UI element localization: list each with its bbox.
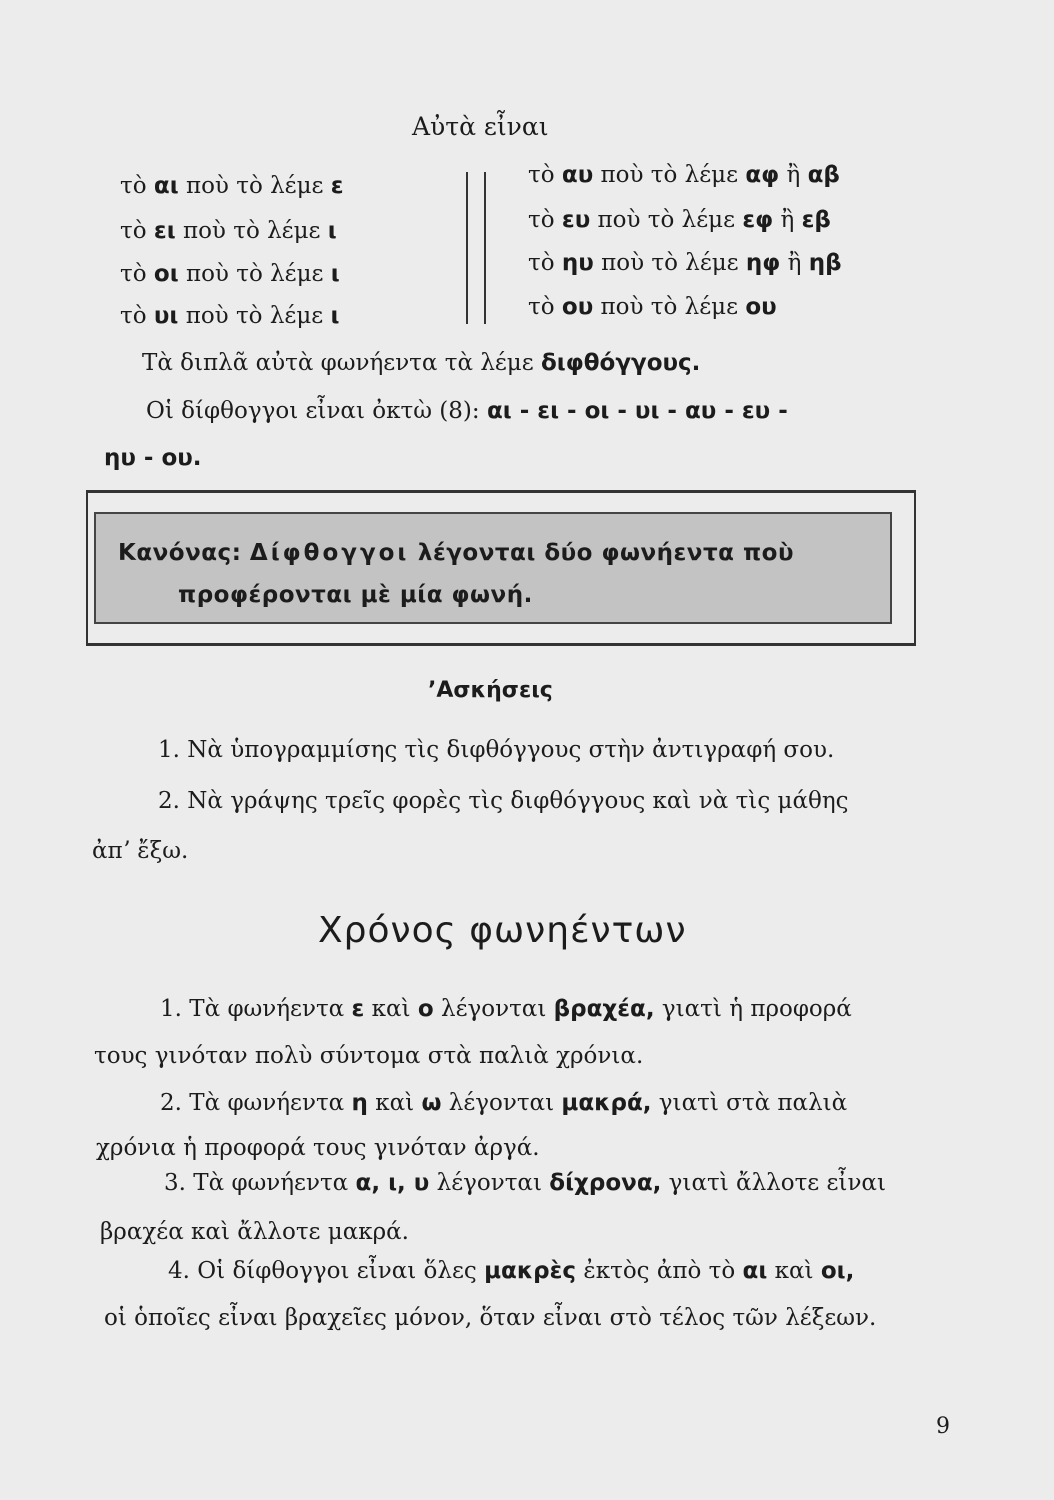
exercise-item-1: 1. Νὰ ὑπογραμμίσης τὶς διφθόγγους στὴν ἀντιγραφή σου.: [158, 737, 835, 763]
rule-line-2: προφέρονται μὲ μία φωνή.: [178, 582, 533, 608]
count-sentence: Οἱ δίφθογγοι εἶναι ὀκτὼ (8): αι - ει - οι - υι - αυ - ευ -: [146, 398, 788, 424]
count-sentence-continuation: ηυ - ου.: [104, 445, 202, 471]
exercises-title: ʼΑσκήσεις: [428, 678, 553, 703]
point-1-continuation: τους γινόταν πολὺ σύντομα στὰ παλιὰ χρόνια.: [94, 1043, 644, 1069]
exercise-item-2-continuation: ἀπʼ ἔξω.: [92, 838, 189, 864]
point-2-continuation: χρόνια ἡ προφορά τους γινόταν ἀργά.: [96, 1135, 540, 1161]
left-row: τὸ αι ποὺ τὸ λέμε ε: [120, 173, 344, 199]
right-row: τὸ ου ποὺ τὸ λέμε ου: [528, 294, 777, 320]
right-row: τὸ αυ ποὺ τὸ λέμε αφ ἢ αβ: [528, 162, 840, 188]
left-row: τὸ υι ποὺ τὸ λέμε ι: [120, 303, 340, 329]
right-row: τὸ ευ ποὺ τὸ λέμε εφ ἢ εβ: [528, 207, 831, 233]
point-4: 4. Οἱ δίφθογγοι εἶναι ὅλες μακρὲς ἐκτὸς ἀπὸ τὸ αι καὶ οι,: [168, 1258, 855, 1284]
point-3: 3. Τὰ φωνήεντα α, ι, υ λέγονται δίχρονα, γιατὶ ἄλλοτε εἶναι: [164, 1170, 886, 1196]
point-4-continuation: οἱ ὁποῖες εἶναι βραχεῖες μόνον, ὅταν εἶναι στὸ τέλος τῶν λέξεων.: [104, 1305, 877, 1331]
right-row: τὸ ηυ ποὺ τὸ λέμε ηφ ἢ ηβ: [528, 250, 842, 276]
intro-text: Αὐτὰ εἶναι: [412, 112, 549, 141]
left-row: τὸ οι ποὺ τὸ λέμε ι: [120, 261, 340, 287]
point-1: 1. Τὰ φωνήεντα ε καὶ ο λέγονται βραχέα, γιατὶ ἡ προφορά: [160, 996, 852, 1022]
point-2: 2. Τὰ φωνήεντα η καὶ ω λέγονται μακρά, γιατὶ στὰ παλιὰ: [160, 1090, 848, 1116]
rule-line-1: Κανόνας: Δίφθογγοι λέγονται δύο φωνήεντα ποὺ: [118, 540, 794, 566]
point-3-continuation: βραχέα καὶ ἄλλοτε μακρά.: [100, 1219, 409, 1245]
exercise-item-2: 2. Νὰ γράψης τρεῖς φορὲς τὶς διφθόγγους καὶ νὰ τὶς μάθης: [158, 788, 849, 814]
column-divider: [484, 172, 486, 324]
section-title: Χρόνος φωνηέντων: [318, 910, 687, 951]
left-row: τὸ ει ποὺ τὸ λέμε ι: [120, 218, 337, 244]
diphthong-sentence: Τὰ διπλᾶ αὐτὰ φωνήεντα τὰ λέμε διφθόγγους.: [142, 350, 701, 376]
column-divider: [466, 172, 468, 324]
page-number: 9: [936, 1414, 950, 1439]
